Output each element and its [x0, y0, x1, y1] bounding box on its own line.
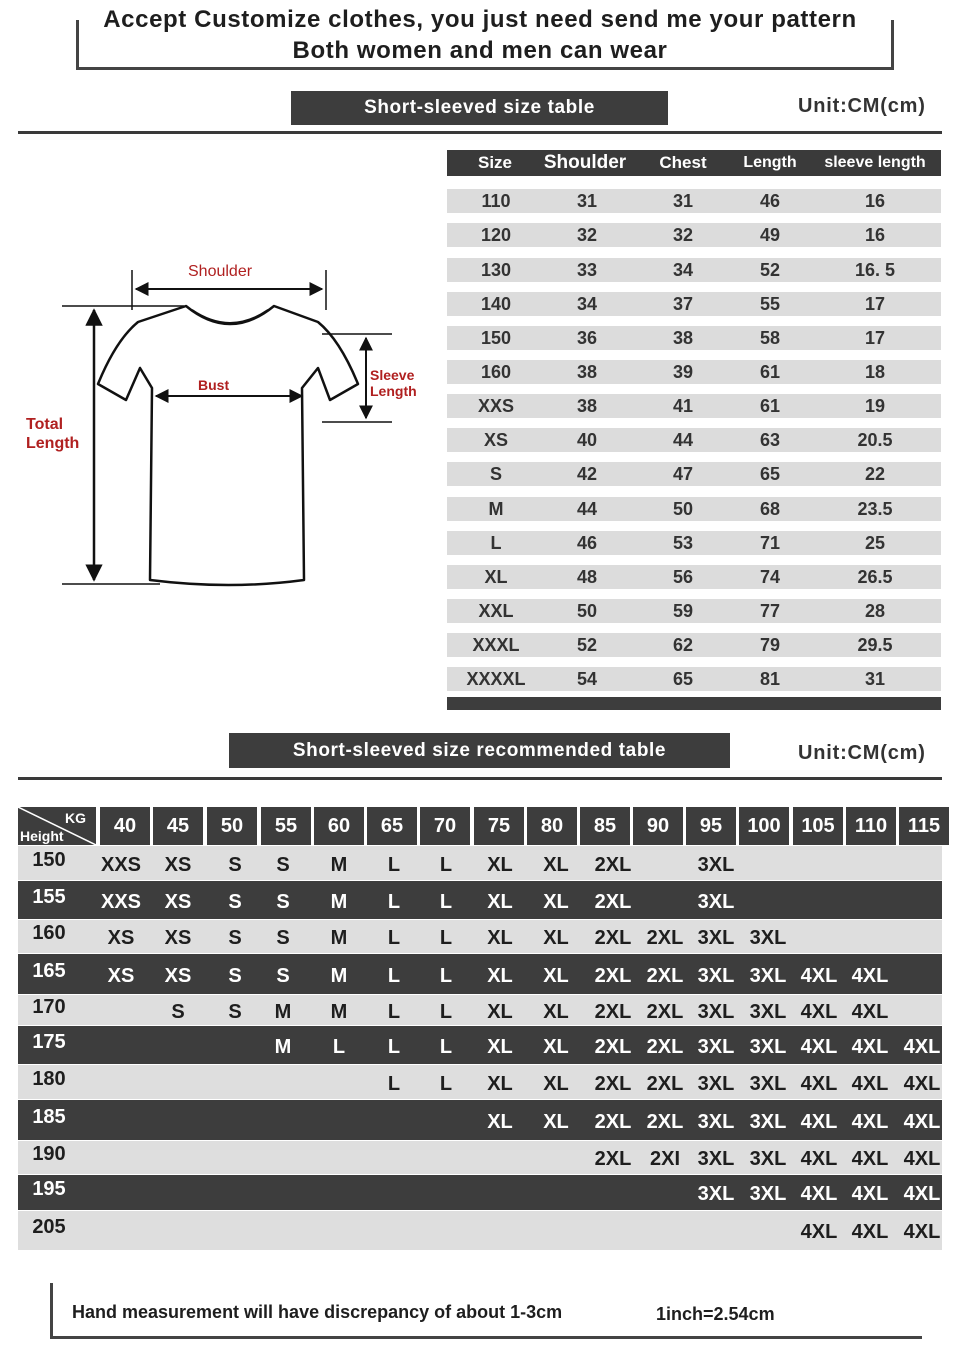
- recommended-table-row: [18, 954, 942, 994]
- size-recommendation-cell: 3XL: [749, 927, 787, 949]
- size-recommendation-cell: L: [387, 1001, 401, 1023]
- size-table-cell: 50: [672, 499, 694, 519]
- recommended-table-row: [18, 920, 942, 953]
- size-recommendation-cell: 2XL: [594, 1001, 632, 1023]
- size-recommendation-cell: L: [439, 854, 453, 876]
- size-recommendation-cell: 4XL: [903, 1221, 941, 1243]
- size-table-cell: 55: [759, 294, 781, 314]
- bust-label: Bust: [198, 377, 230, 393]
- size-table-cell: 61: [759, 396, 781, 416]
- size-table-cell: XL: [484, 567, 508, 587]
- size-recommendation-cell: 3XL: [697, 965, 735, 987]
- size-recommendation-cell: 4XL: [851, 1111, 889, 1133]
- size-table-row: [447, 258, 941, 282]
- size-recommendation-cell: XS: [107, 965, 135, 987]
- size-table-cell: 120: [480, 225, 512, 245]
- size-recommendation-cell: 4XL: [851, 965, 889, 987]
- size-table-cell: 49: [759, 225, 781, 245]
- size-table-cell: 19: [864, 396, 886, 416]
- kg-header-cell: 65: [367, 807, 417, 845]
- size-recommendation-cell: 3XL: [749, 1036, 787, 1058]
- size-recommendation-cell: XS: [164, 927, 192, 949]
- size-recommendation-cell: 2XL: [646, 1073, 684, 1095]
- size-recommendation-cell: XS: [164, 891, 192, 913]
- size-recommendation-cell: 4XL: [800, 1221, 838, 1243]
- size-table-cell: 47: [672, 464, 694, 484]
- size-recommendation-cell: 4XL: [800, 1111, 838, 1133]
- size-recommendation-cell: 3XL: [697, 1148, 735, 1170]
- size-table-cell: XXXXL: [466, 669, 526, 689]
- size-table-cell: 50: [576, 601, 598, 621]
- kg-header-cell: 110: [846, 807, 896, 845]
- total-label-line2: Length: [26, 435, 80, 452]
- header-subtitle: Both women and men can wear: [292, 37, 668, 64]
- size-recommendation-cell: XL: [543, 927, 569, 949]
- size-recommendation-cell: 4XL: [903, 1111, 941, 1133]
- size-recommendation-cell: M: [274, 1036, 292, 1058]
- size-recommendation-cell: S: [228, 891, 242, 913]
- size-table-row: [447, 497, 941, 521]
- height-cell: 205: [32, 1216, 66, 1238]
- size-table-cell: 22: [864, 464, 886, 484]
- size-recommendation-cell: XL: [543, 1036, 569, 1058]
- size-table-cell: 32: [576, 225, 598, 245]
- size-table-cell: 31: [864, 669, 886, 689]
- size-table-cell: 61: [759, 362, 781, 382]
- size-table-cell: 40: [576, 430, 598, 450]
- size-table-row: [447, 360, 941, 384]
- size-table-cell: 74: [759, 567, 781, 587]
- size-table-cell: 65: [759, 464, 781, 484]
- size-table-cell: 38: [576, 362, 598, 382]
- size-table-cell: 38: [672, 328, 694, 348]
- size-recommendation-cell: XS: [164, 854, 192, 876]
- size-recommendation-cell: 4XL: [851, 1148, 889, 1170]
- size-table-row: [447, 394, 941, 418]
- recommended-table-row: [18, 1211, 942, 1250]
- recommended-table-row: [18, 881, 942, 919]
- size-table-cell: 28: [864, 601, 886, 621]
- height-cell: 185: [32, 1106, 66, 1128]
- size-table-row: [447, 326, 941, 350]
- size-table-cell: 63: [759, 430, 781, 450]
- size-recommendation-cell: XL: [543, 1111, 569, 1133]
- shoulder-label: Shoulder: [188, 263, 253, 280]
- recommended-table-unit: Unit:CM(cm): [798, 742, 926, 764]
- size-table-cell: 46: [759, 191, 781, 211]
- size-recommendation-cell: 4XL: [800, 1183, 838, 1205]
- size-recommendation-cell: 4XL: [851, 1073, 889, 1095]
- size-table-cell: 150: [480, 328, 512, 348]
- size-table-cell: 17: [864, 294, 886, 314]
- size-recommendation-cell: L: [332, 1036, 346, 1058]
- size-recommendation-cell: XL: [487, 1036, 513, 1058]
- sleeve-label-line2: Length: [370, 383, 417, 399]
- height-cell: 155: [32, 886, 66, 908]
- size-recommendation-cell: XS: [164, 965, 192, 987]
- size-recommendation-cell: S: [276, 927, 290, 949]
- size-recommendation-cell: M: [330, 927, 348, 949]
- size-recommendation-cell: 4XL: [903, 1036, 941, 1058]
- height-cell: 180: [32, 1068, 66, 1090]
- size-recommendation-cell: M: [330, 1001, 348, 1023]
- size-recommendation-cell: 3XL: [749, 965, 787, 987]
- size-recommendation-cell: S: [276, 965, 290, 987]
- size-recommendation-cell: 4XL: [851, 1036, 889, 1058]
- size-table-cell: 79: [759, 635, 781, 655]
- col-shoulder: Shoulder: [543, 152, 627, 173]
- size-recommendation-cell: 3XL: [697, 854, 735, 876]
- size-recommendation-cell: 3XL: [697, 1111, 735, 1133]
- size-table-cell: 26.5: [857, 567, 893, 587]
- size-recommendation-cell: XL: [487, 1111, 513, 1133]
- size-recommendation-cell: XL: [487, 965, 513, 987]
- size-table-row: [447, 462, 941, 486]
- size-recommendation-cell: 2XL: [646, 1036, 684, 1058]
- size-recommendation-cell: S: [171, 1001, 185, 1023]
- size-table-cell: 110: [481, 191, 511, 211]
- tshirt-outline: [98, 306, 358, 585]
- col-size: Size: [477, 153, 513, 172]
- size-recommendation-cell: XL: [487, 1001, 513, 1023]
- size-table-row: [447, 428, 941, 452]
- size-table-cell: XS: [483, 430, 508, 450]
- size-recommendation-cell: 4XL: [851, 1183, 889, 1205]
- kg-header-cell: 115: [899, 807, 949, 845]
- size-recommendation-cell: XL: [543, 854, 569, 876]
- size-recommendation-cell: 2XL: [646, 1001, 684, 1023]
- height-cell: 195: [32, 1178, 66, 1200]
- size-recommendation-cell: L: [387, 891, 401, 913]
- size-table-banner: Short-sleeved size table: [291, 91, 668, 125]
- recommended-table-row: [18, 1065, 942, 1099]
- size-recommendation-cell: L: [439, 891, 453, 913]
- recommended-table-banner: Short-sleeved size recommended table: [229, 733, 730, 768]
- size-recommendation-cell: L: [387, 927, 401, 949]
- corner-cell: [18, 807, 96, 845]
- size-recommendation-cell: 4XL: [800, 965, 838, 987]
- size-recommendation-cell: S: [276, 854, 290, 876]
- size-recommendation-cell: S: [228, 1001, 242, 1023]
- size-table-cell: 16. 5: [854, 260, 896, 280]
- measurement-note: Hand measurement will have discrepancy of about 1-3cm: [72, 1302, 563, 1322]
- size-recommendation-cell: M: [330, 854, 348, 876]
- size-table-cell: 38: [576, 396, 598, 416]
- size-recommendation-cell: XXS: [100, 854, 142, 876]
- height-cell: 160: [32, 922, 66, 944]
- size-table-cell: 44: [576, 499, 598, 519]
- size-table-cell: XXXL: [472, 635, 520, 655]
- kg-header-cell: 105: [793, 807, 843, 845]
- col-sleeve-length: sleeve length: [824, 154, 926, 171]
- kg-header-cell: 100: [739, 807, 789, 845]
- size-table-cell: 130: [480, 260, 512, 280]
- size-recommendation-cell: 4XL: [800, 1001, 838, 1023]
- size-recommendation-cell: 4XL: [800, 1036, 838, 1058]
- size-recommendation-cell: 4XL: [800, 1073, 838, 1095]
- size-table-cell: 46: [576, 533, 598, 553]
- size-recommendation-cell: 2XL: [594, 927, 632, 949]
- size-table-cell: 52: [759, 260, 781, 280]
- size-table-cell: 65: [672, 669, 694, 689]
- size-recommendation-cell: L: [387, 854, 401, 876]
- size-table-cell: 52: [576, 635, 598, 655]
- kg-header-cell: 95: [686, 807, 736, 845]
- recommended-table-row: [18, 1141, 942, 1174]
- size-recommendation-cell: 3XL: [697, 891, 735, 913]
- size-recommendation-cell: 2XL: [594, 1036, 632, 1058]
- recommended-table-row: [18, 1026, 942, 1064]
- sleeve-length-label: [370, 367, 417, 399]
- size-table-cell: 16: [864, 191, 886, 211]
- size-recommendation-cell: 2XL: [594, 1148, 632, 1170]
- size-table-cell: L: [490, 533, 502, 553]
- size-table-cell: 81: [759, 669, 781, 689]
- size-table-row: [447, 189, 941, 213]
- recommended-table-row: [18, 846, 942, 880]
- kg-header-cell: 55: [261, 807, 311, 845]
- size-table-cell: XXS: [477, 396, 515, 416]
- size-table-cell: XXL: [478, 601, 514, 621]
- size-table-cell: 58: [759, 328, 781, 348]
- inch-conversion-note: 1inch=2.54cm: [656, 1304, 775, 1324]
- size-table-cell: 42: [576, 464, 598, 484]
- size-recommendation-cell: XS: [107, 927, 135, 949]
- size-recommendation-cell: 2XL: [594, 891, 632, 913]
- kg-header-cell: 40: [100, 807, 150, 845]
- total-label-line1: Total: [26, 416, 64, 433]
- size-table-cell: 68: [759, 499, 781, 519]
- size-recommendation-cell: 2XL: [594, 1111, 632, 1133]
- height-cell: 170: [32, 996, 66, 1018]
- size-recommendation-cell: S: [228, 927, 242, 949]
- kg-header-cell: 75: [474, 807, 524, 845]
- size-table-cell: 23.5: [857, 499, 893, 519]
- size-table-cell: 53: [672, 533, 694, 553]
- size-recommendation-cell: L: [439, 1036, 453, 1058]
- corner-kg-label: KG: [65, 810, 86, 826]
- size-recommendation-cell: 3XL: [749, 1001, 787, 1023]
- size-table-row: [447, 633, 941, 657]
- size-table-cell: 16: [864, 225, 886, 245]
- size-recommendation-cell: XL: [543, 1001, 569, 1023]
- kg-header-cell: 45: [153, 807, 203, 845]
- size-recommendation-cell: 3XL: [749, 1073, 787, 1095]
- size-recommendation-cell: 3XL: [749, 1111, 787, 1133]
- size-recommendation-cell: 3XL: [749, 1183, 787, 1205]
- col-chest: Chest: [659, 153, 707, 172]
- size-table-unit: Unit:CM(cm): [798, 95, 926, 117]
- size-recommendation-cell: 2XL: [594, 1073, 632, 1095]
- size-table-cell: S: [489, 464, 502, 484]
- size-recommendation-cell: 3XL: [697, 1073, 735, 1095]
- size-recommendation-cell: S: [228, 854, 242, 876]
- size-table-cell: 31: [672, 191, 694, 211]
- kg-header-cell: 60: [314, 807, 364, 845]
- size-recommendation-cell: M: [330, 965, 348, 987]
- size-table-cell: 39: [672, 362, 694, 382]
- size-table-cell: 140: [480, 294, 512, 314]
- recommended-table-row: [18, 995, 942, 1025]
- size-table-cell: 62: [672, 635, 694, 655]
- size-recommendation-cell: 3XL: [697, 1036, 735, 1058]
- kg-header-cell: 90: [633, 807, 683, 845]
- size-recommendation-cell: XL: [543, 965, 569, 987]
- size-table-cell: 71: [759, 533, 781, 553]
- sleeve-label-line1: Sleeve: [370, 367, 415, 383]
- size-recommendation-cell: 4XL: [800, 1148, 838, 1170]
- size-table-cell: 25: [864, 533, 886, 553]
- size-table-cell: 20.5: [857, 430, 893, 450]
- size-table-cell: 56: [672, 567, 694, 587]
- size-recommendation-cell: 3XL: [697, 1183, 735, 1205]
- size-recommendation-cell: L: [387, 1073, 401, 1095]
- height-cell: 150: [32, 849, 66, 871]
- corner-height-label: Height: [20, 828, 64, 844]
- size-recommendation-cell: L: [439, 927, 453, 949]
- total-length-label: [26, 415, 79, 453]
- size-table-cell: 160: [480, 362, 512, 382]
- size-table-cell: 31: [576, 191, 598, 211]
- size-table-cell: 77: [759, 601, 781, 621]
- size-table-footer-bar: [447, 697, 941, 710]
- size-recommendation-cell: XL: [487, 891, 513, 913]
- recommended-table-row: [18, 1175, 942, 1210]
- size-table-header: [447, 150, 941, 176]
- kg-header-cell: 50: [207, 807, 257, 845]
- size-recommendation-cell: XL: [543, 1073, 569, 1095]
- size-recommendation-cell: 2XL: [646, 927, 684, 949]
- size-table-row: [447, 565, 941, 589]
- header-title: Accept Customize clothes, you just need send me your pattern: [103, 6, 857, 33]
- size-recommendation-cell: 2XI: [649, 1148, 681, 1170]
- size-recommendation-cell: 2XL: [594, 854, 632, 876]
- size-recommendation-cell: L: [439, 965, 453, 987]
- size-table-cell: 18: [864, 362, 886, 382]
- size-recommendation-cell: 3XL: [749, 1148, 787, 1170]
- size-recommendation-cell: L: [387, 965, 401, 987]
- section-divider: [18, 131, 942, 134]
- size-recommendation-cell: M: [330, 891, 348, 913]
- size-recommendation-cell: 2XL: [594, 965, 632, 987]
- size-recommendation-cell: S: [228, 965, 242, 987]
- kg-header-cell: 85: [580, 807, 630, 845]
- kg-header-cell: 70: [420, 807, 470, 845]
- size-recommendation-cell: M: [274, 1001, 292, 1023]
- size-recommendation-cell: 4XL: [903, 1073, 941, 1095]
- size-recommendation-cell: 2XL: [646, 965, 684, 987]
- size-table-cell: 33: [576, 260, 598, 280]
- size-recommendation-cell: 4XL: [851, 1001, 889, 1023]
- size-table-cell: 32: [672, 225, 694, 245]
- size-recommendation-cell: XL: [487, 927, 513, 949]
- size-table-row: [447, 223, 941, 247]
- size-recommendation-cell: L: [387, 1036, 401, 1058]
- size-recommendation-cell: XL: [543, 891, 569, 913]
- height-cell: 190: [32, 1143, 66, 1165]
- size-recommendation-cell: 4XL: [903, 1148, 941, 1170]
- size-table-cell: 48: [576, 567, 598, 587]
- size-table-cell: 59: [672, 601, 694, 621]
- size-recommendation-cell: 4XL: [851, 1221, 889, 1243]
- size-recommendation-cell: 2XL: [646, 1111, 684, 1133]
- size-table-row: [447, 667, 941, 691]
- size-table-cell: 29.5: [857, 635, 893, 655]
- size-table-row: [447, 531, 941, 555]
- size-table-cell: 41: [672, 396, 694, 416]
- size-table-cell: 36: [576, 328, 598, 348]
- size-table-cell: 37: [672, 294, 694, 314]
- size-table-cell: M: [488, 499, 504, 519]
- size-recommendation-cell: XL: [487, 854, 513, 876]
- height-cell: 175: [32, 1031, 66, 1053]
- size-table-cell: 34: [576, 294, 598, 314]
- size-table-cell: 34: [672, 260, 694, 280]
- size-recommendation-cell: XL: [487, 1073, 513, 1095]
- section-divider-2: [18, 777, 942, 780]
- size-table-row: [447, 292, 941, 316]
- kg-header-cell: 80: [527, 807, 577, 845]
- size-recommendation-cell: 3XL: [697, 927, 735, 949]
- size-recommendation-cell: XXS: [100, 891, 142, 913]
- size-recommendation-cell: L: [439, 1001, 453, 1023]
- size-table-row: [447, 599, 941, 623]
- size-table-cell: 54: [576, 669, 598, 689]
- size-table-cell: 17: [864, 328, 886, 348]
- recommended-table-row: [18, 1100, 942, 1140]
- size-table-cell: 44: [672, 430, 694, 450]
- size-recommendation-cell: 4XL: [903, 1183, 941, 1205]
- size-recommendation-cell: 3XL: [697, 1001, 735, 1023]
- size-recommendation-cell: L: [439, 1073, 453, 1095]
- height-cell: 165: [32, 960, 66, 982]
- col-length: Length: [743, 154, 797, 171]
- size-recommendation-cell: S: [276, 891, 290, 913]
